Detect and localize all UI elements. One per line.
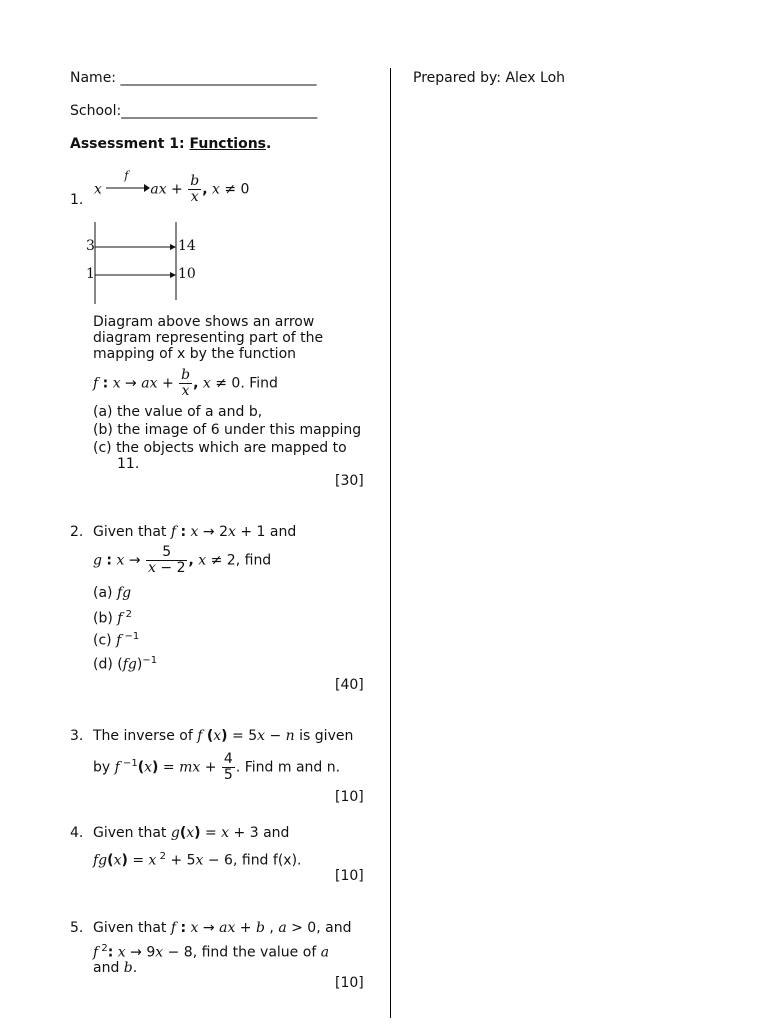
q3-line-1: The inverse of f (x) = 5x − n is given (93, 728, 354, 744)
q1-part-c: (c) the objects which are mapped to (93, 440, 347, 456)
name-field: Name: ____________________________ (70, 70, 317, 86)
q1-long-arrow (106, 183, 150, 193)
q3-line-2: by f $^{-1}$(x) = mx + $\frac{4}{5}$ . Find m and n. (93, 751, 341, 783)
q2-intro: Given that (93, 524, 167, 540)
column-divider (390, 68, 391, 1018)
q5-and-b: and (93, 960, 120, 976)
diagram-right-14: 14 (178, 238, 196, 254)
q2-find: , find (235, 552, 272, 569)
q1-desc-line-2: diagram representing part of the (93, 330, 324, 346)
q5-line-3: and b. (93, 960, 138, 976)
q5-intro: Given that (93, 920, 167, 936)
q1-arrow-diagram (84, 220, 204, 306)
q4-find: , find f(x). (232, 852, 302, 869)
q4-number: 4. (70, 825, 84, 841)
q1-arrow-f: f (124, 169, 129, 182)
prepared-by: Prepared by: Alex Loh (413, 70, 566, 86)
q5-find: , find the value of (192, 944, 317, 961)
diagram-left-3: 3 (86, 238, 95, 254)
q1-desc-line-1: Diagram above shows an arrow (93, 314, 315, 330)
q1-function-def: f : x → ax + $\frac{b}{x}$ , x ≠ 0. Find (93, 367, 278, 399)
q2-part-d-label: (d) (93, 656, 113, 673)
q3-text-b: is given (299, 728, 354, 744)
q2-line-2: g : x → $\frac{5}{x - 2}$ , x ≠ 2, find (93, 544, 272, 576)
q5-marks: [10] (335, 975, 364, 991)
q2-part-b: (b) f $^2$ (93, 609, 132, 627)
diagram-left-1: 1 (86, 266, 95, 282)
q2-part-c: (c) f $^{-1}$ (93, 631, 140, 649)
q2-line-1: Given that f : x → 2x + 1 and (93, 524, 297, 540)
assessment-title (70, 136, 271, 153)
q2-part-c-label: (c) (93, 632, 112, 649)
q1-find: . Find (240, 375, 278, 392)
q4-and: and (263, 825, 290, 841)
q4-marks: [10] (335, 868, 364, 884)
q1-number: 1. (70, 192, 84, 208)
q3-find: . Find m and n. (235, 759, 341, 776)
diagram-right-10: 10 (178, 266, 196, 282)
q1-marks: [30] (335, 473, 364, 489)
q2-and: and (269, 524, 297, 540)
q1-part-a: (a) the value of a and b, (93, 404, 263, 420)
q4-intro: Given that (93, 825, 167, 841)
q2-part-d: (d) (fg)$^{-1}$ (93, 655, 158, 673)
q2-number: 2. (70, 524, 84, 540)
q5-line-1: Given that f : x → ax + b , a > 0, and (93, 920, 352, 936)
q3-by: by (93, 759, 111, 776)
q3-marks: [10] (335, 789, 364, 805)
assessment-suffix: . (266, 136, 272, 152)
q5-line-2: f $^2$: x → 9x − 8, find the value of a (93, 943, 330, 961)
school-field: School:____________________________ (70, 103, 318, 119)
q2-part-a: (a) fg (93, 585, 132, 601)
q1-part-c-cont: 11. (117, 456, 140, 472)
q4-line-1: Given that g(x) = x + 3 and (93, 825, 290, 841)
q2-part-a-label: (a) (93, 585, 113, 601)
assessment-prefix: Assessment 1: (70, 136, 190, 152)
q4-line-2: fg(x) = x $^2$ + 5x − 6, find f(x). (93, 851, 302, 869)
q3-number: 3. (70, 728, 84, 744)
q3-text-a: The inverse of (93, 728, 193, 744)
q2-part-b-label: (b) (93, 610, 113, 627)
q2-marks: [40] (335, 677, 364, 693)
q1-part-b: (b) the image of 6 under this mapping (93, 422, 362, 438)
q1-function: x f ax + $\frac{b}{x}$ , x ≠ 0 (94, 169, 250, 205)
assessment-topic: Functions (189, 136, 267, 152)
q1-desc-line-3: mapping of x by the function (93, 346, 297, 362)
q5-and: , and (316, 920, 352, 936)
q5-number: 5. (70, 920, 84, 936)
